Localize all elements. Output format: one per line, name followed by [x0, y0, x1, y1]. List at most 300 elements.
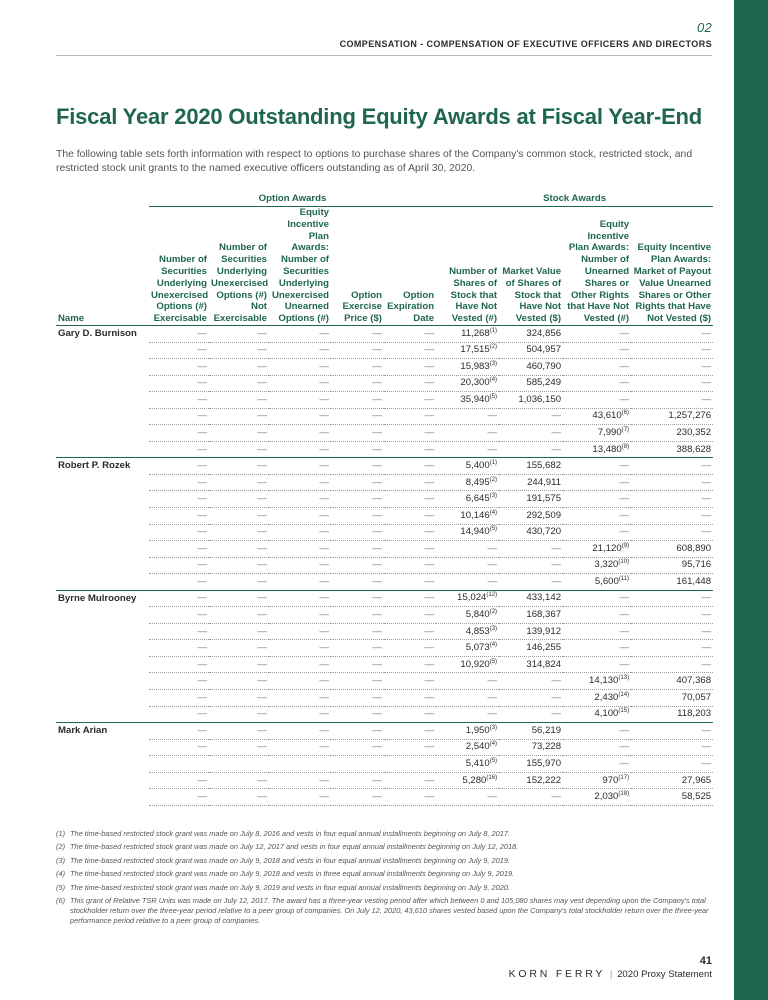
footnote-ref: (4) — [489, 741, 498, 748]
unearned-shares — [563, 557, 631, 574]
market-value-value: — — [551, 575, 562, 587]
unearned-shares-value: 4,100 — [594, 708, 619, 720]
table-row — [56, 739, 713, 756]
market-value — [499, 723, 563, 740]
option-award-cell: — — [384, 491, 436, 508]
unearned-value — [631, 557, 713, 574]
market-value-value: 314,824 — [526, 658, 562, 670]
footnote-ref: (4) — [489, 641, 498, 648]
footer-separator: | — [609, 969, 613, 980]
unearned-value-value: 118,203 — [677, 708, 712, 720]
option-award-cell: — — [384, 408, 436, 425]
unearned-value — [631, 524, 713, 541]
unearned-value-value: — — [701, 724, 712, 736]
option-award-cell: — — [269, 690, 331, 707]
unearned-value-value: — — [701, 327, 712, 339]
market-value — [499, 756, 563, 773]
option-award-cell: — — [331, 325, 384, 342]
option-award-cell: — — [209, 359, 269, 376]
option-award-cell: — — [149, 723, 209, 740]
shares-not-vested-value: 5,410 — [465, 757, 490, 769]
option-award-cell: — — [209, 706, 269, 723]
unearned-shares — [563, 739, 631, 756]
option-award-cell: — — [269, 706, 331, 723]
executive-name — [56, 557, 149, 574]
unearned-value — [631, 342, 713, 359]
option-award-cell: — — [384, 325, 436, 342]
option-award-cell: — — [209, 342, 269, 359]
unearned-value-value: — — [701, 460, 712, 472]
executive-name — [56, 375, 149, 392]
market-value-value: — — [551, 443, 562, 455]
shares-not-vested-value: 10,146 — [460, 509, 490, 521]
market-value-value: — — [551, 542, 562, 554]
footnote-ref: (16) — [486, 774, 498, 781]
page-header — [340, 20, 712, 49]
shares-not-vested — [436, 474, 499, 491]
market-value — [499, 392, 563, 409]
option-award-cell: — — [384, 425, 436, 442]
unearned-shares-value: — — [619, 757, 630, 769]
option-award-cell: — — [149, 640, 209, 657]
footnote-ref: (9) — [621, 542, 630, 549]
unearned-value — [631, 673, 713, 690]
market-value-value: 585,249 — [526, 377, 562, 389]
footnote — [56, 842, 712, 852]
footnote-text: This grant of Relative TSR Units was made on July 12, 2017. The award has a three-year vesting period after which between 0 and 105,080 shares may vest depending upon the Company's total stockholder return over the three-year period relative to a peer group of companies. On July 12, 2020, 43,610 shares vested based upon the Company's total stockholder return over the three-year performance period relative to a peer group of companies. — [70, 895, 709, 926]
executive-name — [56, 441, 149, 458]
option-award-cell: — — [209, 772, 269, 789]
market-value-value: 155,682 — [526, 460, 562, 472]
unearned-shares-value: — — [619, 592, 630, 604]
table-row — [56, 623, 713, 640]
table-body — [56, 325, 713, 805]
option-award-cell — [209, 756, 269, 773]
option-award-cell: — — [209, 541, 269, 558]
executive-name: Robert P. Rozek — [56, 458, 149, 475]
option-award-cell: — — [331, 408, 384, 425]
market-value — [499, 623, 563, 640]
executive-name — [56, 342, 149, 359]
unearned-value-value: 27,965 — [681, 774, 712, 786]
column-header-4: Option Exercise Price ($) — [331, 207, 384, 326]
unearned-shares-value: — — [619, 377, 630, 389]
unearned-shares — [563, 325, 631, 342]
equity-awards-table — [56, 190, 713, 806]
table-row — [56, 375, 713, 392]
market-value-value: 146,255 — [526, 642, 562, 654]
option-award-cell: — — [149, 392, 209, 409]
market-value-value: 504,957 — [526, 344, 562, 356]
option-award-cell: — — [384, 375, 436, 392]
unearned-value-value: 161,448 — [676, 575, 712, 587]
option-award-cell: — — [384, 342, 436, 359]
option-award-cell: — — [209, 524, 269, 541]
market-value — [499, 706, 563, 723]
unearned-value — [631, 590, 713, 607]
market-value — [499, 474, 563, 491]
option-award-cell: — — [269, 557, 331, 574]
executive-name — [56, 690, 149, 707]
option-award-cell: — — [269, 789, 331, 806]
executive-name — [56, 706, 149, 723]
option-award-cell: — — [209, 325, 269, 342]
market-value — [499, 441, 563, 458]
footnote-text: The time-based restricted stock grant was made on July 8, 2016 and vests in four equal annual installments beginning on July 8, 2017. — [70, 829, 510, 838]
table-row — [56, 541, 713, 558]
unearned-shares-value: 3,320 — [594, 559, 619, 571]
table-row — [56, 723, 713, 740]
market-value — [499, 375, 563, 392]
executive-name — [56, 756, 149, 773]
shares-not-vested-value: 10,920 — [460, 658, 490, 670]
unearned-value — [631, 789, 713, 806]
shares-not-vested — [436, 507, 499, 524]
unearned-shares — [563, 541, 631, 558]
unearned-shares-value: — — [619, 625, 630, 637]
shares-not-vested — [436, 359, 499, 376]
footnote-ref: (3) — [489, 625, 498, 632]
unearned-shares-value: 7,990 — [597, 427, 622, 439]
unearned-value-value: — — [701, 609, 712, 621]
shares-not-vested-value: — — [487, 708, 498, 720]
shares-not-vested — [436, 541, 499, 558]
option-award-cell: — — [331, 425, 384, 442]
market-value — [499, 408, 563, 425]
unearned-shares — [563, 706, 631, 723]
option-award-cell: — — [269, 325, 331, 342]
footnote-ref: (14) — [618, 691, 630, 698]
option-award-cell: — — [331, 392, 384, 409]
shares-not-vested-value: 15,983 — [460, 360, 490, 372]
market-value-value: 430,720 — [526, 526, 562, 538]
market-value — [499, 541, 563, 558]
option-award-cell: — — [384, 507, 436, 524]
option-award-cell: — — [269, 524, 331, 541]
unearned-value — [631, 574, 713, 591]
unearned-shares-value: — — [619, 509, 630, 521]
unearned-shares — [563, 375, 631, 392]
option-award-cell: — — [384, 623, 436, 640]
option-award-cell — [149, 756, 209, 773]
option-award-cell: — — [384, 574, 436, 591]
footnote-ref: (7) — [621, 426, 630, 433]
unearned-value — [631, 392, 713, 409]
option-award-cell: — — [384, 458, 436, 475]
market-value — [499, 574, 563, 591]
table-row — [56, 706, 713, 723]
market-value-value: 292,509 — [526, 509, 562, 521]
option-award-cell: — — [149, 690, 209, 707]
footnote-ref: (3) — [489, 493, 498, 500]
option-award-cell: — — [209, 408, 269, 425]
executive-name — [56, 772, 149, 789]
option-award-cell: — — [149, 557, 209, 574]
option-award-cell: — — [149, 474, 209, 491]
unearned-value — [631, 425, 713, 442]
shares-not-vested-value: — — [487, 410, 498, 422]
unearned-value-value: — — [701, 393, 712, 405]
footnote-ref: (1) — [489, 459, 498, 466]
unearned-value-value: — — [701, 757, 712, 769]
market-value — [499, 789, 563, 806]
executive-name — [56, 656, 149, 673]
table-row — [56, 359, 713, 376]
stock-awards-header: Stock Awards — [436, 190, 713, 207]
option-award-cell: — — [149, 325, 209, 342]
executive-name: Byrne Mulrooney — [56, 590, 149, 607]
option-award-cell: — — [209, 723, 269, 740]
option-award-cell: — — [331, 706, 384, 723]
unearned-shares-value: — — [619, 526, 630, 538]
option-award-cell: — — [331, 574, 384, 591]
unearned-shares-value: — — [619, 393, 630, 405]
market-value-value: — — [551, 675, 562, 687]
shares-not-vested — [436, 325, 499, 342]
option-award-cell: — — [209, 739, 269, 756]
unearned-value-value: 70,057 — [681, 691, 712, 703]
unearned-value — [631, 359, 713, 376]
shares-not-vested-value: — — [487, 691, 498, 703]
market-value-value: 168,367 — [526, 609, 562, 621]
unearned-value-value: — — [701, 642, 712, 654]
shares-not-vested — [436, 557, 499, 574]
footnote-text: The time-based restricted stock grant was made on July 9, 2019 and vests in four equal annual installments beginning on July 9, 2020. — [70, 882, 510, 892]
option-award-cell: — — [331, 557, 384, 574]
shares-not-vested — [436, 739, 499, 756]
option-award-cell: — — [149, 375, 209, 392]
unearned-value-value: — — [701, 476, 712, 488]
shares-not-vested — [436, 375, 499, 392]
option-award-cell: — — [331, 342, 384, 359]
option-award-cell: — — [269, 640, 331, 657]
footnote-text: The time-based restricted stock grant was made on July 12, 2017 and vests in four equal annual installments beginning on July 12, 2018. — [70, 842, 519, 852]
option-award-cell: — — [209, 507, 269, 524]
footnote-ref: (4) — [489, 377, 498, 384]
unearned-value-value: 407,368 — [676, 675, 712, 687]
shares-not-vested-value: 20,300 — [460, 377, 490, 389]
footnote-number: (2) — [56, 842, 66, 852]
executive-name: Mark Arian — [56, 723, 149, 740]
unearned-value — [631, 507, 713, 524]
option-award-cell: — — [209, 690, 269, 707]
footnotes-list — [56, 829, 712, 930]
footnote-ref: (4) — [489, 509, 498, 516]
option-award-cell: — — [209, 425, 269, 442]
option-award-cell: — — [209, 474, 269, 491]
shares-not-vested-value: 11,268 — [461, 327, 490, 339]
option-award-cell: — — [384, 607, 436, 624]
table-row — [56, 756, 713, 773]
footnote-number: (5) — [56, 882, 66, 892]
footnote-ref: (5) — [489, 757, 498, 764]
table-row — [56, 656, 713, 673]
executive-name — [56, 607, 149, 624]
option-award-cell: — — [384, 541, 436, 558]
executive-name — [56, 408, 149, 425]
table-row — [56, 491, 713, 508]
option-award-cell: — — [269, 541, 331, 558]
option-award-cell: — — [209, 789, 269, 806]
option-award-cell: — — [384, 359, 436, 376]
unearned-shares — [563, 690, 631, 707]
market-value — [499, 359, 563, 376]
option-award-cell: — — [384, 723, 436, 740]
table-row — [56, 425, 713, 442]
section-number: 02 — [696, 20, 712, 35]
option-award-cell: — — [269, 673, 331, 690]
market-value — [499, 690, 563, 707]
footnote-number: (6) — [56, 895, 66, 905]
shares-not-vested — [436, 408, 499, 425]
option-award-cell: — — [331, 690, 384, 707]
option-award-cell: — — [331, 739, 384, 756]
option-award-cell: — — [331, 474, 384, 491]
option-award-cell: — — [149, 623, 209, 640]
unearned-value — [631, 623, 713, 640]
option-award-cell: — — [209, 574, 269, 591]
option-award-cell: — — [149, 673, 209, 690]
option-award-cell: — — [269, 375, 331, 392]
unearned-value-value: — — [701, 526, 712, 538]
brand-logo-text: KORN FERRY — [508, 968, 606, 980]
footnote-ref: (18) — [618, 790, 630, 797]
unearned-value — [631, 656, 713, 673]
column-header-1: Number of Securities Underlying Unexercised Options (#) Exercisable — [149, 207, 209, 326]
option-award-cell: — — [269, 458, 331, 475]
market-value-value: — — [551, 708, 562, 720]
footnote-ref: (3) — [489, 724, 498, 731]
unearned-value-value: — — [701, 592, 712, 604]
footnote-ref: (3) — [489, 360, 498, 367]
unearned-value — [631, 690, 713, 707]
unearned-shares — [563, 656, 631, 673]
shares-not-vested — [436, 392, 499, 409]
table-row — [56, 607, 713, 624]
option-award-cell: — — [149, 789, 209, 806]
table-row — [56, 458, 713, 475]
executive-name: Gary D. Burnison — [56, 325, 149, 342]
footnote-number: (3) — [56, 855, 66, 865]
shares-not-vested — [436, 623, 499, 640]
option-award-cell: — — [149, 772, 209, 789]
option-award-cell: — — [209, 557, 269, 574]
option-award-cell: — — [149, 507, 209, 524]
option-award-cell: — — [269, 392, 331, 409]
unearned-shares — [563, 458, 631, 475]
option-award-cell: — — [384, 673, 436, 690]
option-award-cell: — — [384, 772, 436, 789]
unearned-shares-value: 970 — [602, 774, 619, 786]
shares-not-vested-value: 1,950 — [465, 724, 490, 736]
shares-not-vested — [436, 640, 499, 657]
option-award-cell: — — [149, 441, 209, 458]
unearned-shares-value: — — [619, 476, 630, 488]
option-award-cell: — — [331, 524, 384, 541]
unearned-shares — [563, 524, 631, 541]
shares-not-vested-value: 5,280 — [462, 774, 487, 786]
footnote-ref: (2) — [489, 476, 498, 483]
group-header-row — [56, 190, 713, 207]
option-award-cell: — — [331, 623, 384, 640]
option-award-cell: — — [331, 375, 384, 392]
option-award-cell: — — [149, 656, 209, 673]
option-award-cell: — — [269, 507, 331, 524]
executive-name — [56, 640, 149, 657]
market-value — [499, 491, 563, 508]
unearned-value — [631, 541, 713, 558]
option-award-cell: — — [209, 590, 269, 607]
column-header-5: Option Expiration Date — [384, 207, 436, 326]
unearned-value — [631, 441, 713, 458]
unearned-value-value: — — [701, 509, 712, 521]
unearned-shares — [563, 441, 631, 458]
column-header-9: Equity Incentive Plan Awards: Market of Payout Value Unearned Shares or Other Rights that Have Not Vested ($) — [631, 207, 713, 326]
option-award-cell: — — [269, 491, 331, 508]
executive-name — [56, 673, 149, 690]
shares-not-vested — [436, 772, 499, 789]
executive-name — [56, 574, 149, 591]
option-award-cell: — — [269, 739, 331, 756]
shares-not-vested-value: 6,645 — [465, 493, 490, 505]
table-row — [56, 640, 713, 657]
table-row — [56, 673, 713, 690]
unearned-value-value: 388,628 — [676, 443, 712, 455]
unearned-shares-value: — — [619, 360, 630, 372]
page-footer — [509, 968, 712, 980]
unearned-shares — [563, 425, 631, 442]
table-row — [56, 690, 713, 707]
market-value-value: 56,219 — [531, 724, 562, 736]
table-row — [56, 408, 713, 425]
footnote-ref: (8) — [621, 443, 630, 450]
footnote-ref: (5) — [489, 526, 498, 533]
shares-not-vested — [436, 607, 499, 624]
option-award-cell: — — [269, 656, 331, 673]
unearned-shares-value: — — [619, 493, 630, 505]
unearned-value-value: — — [701, 658, 712, 670]
unearned-shares-value: 14,130 — [589, 675, 619, 687]
footnote-ref: (2) — [489, 344, 498, 351]
unearned-value — [631, 491, 713, 508]
table-row — [56, 590, 713, 607]
option-awards-header: Option Awards — [149, 190, 436, 207]
footnote-ref: (1) — [489, 327, 498, 334]
option-award-cell: — — [269, 359, 331, 376]
unearned-shares — [563, 342, 631, 359]
shares-not-vested-value: — — [487, 559, 498, 571]
unearned-value — [631, 706, 713, 723]
unearned-shares — [563, 673, 631, 690]
option-award-cell: — — [331, 590, 384, 607]
table-row — [56, 325, 713, 342]
market-value-value: 433,142 — [526, 592, 562, 604]
option-award-cell: — — [149, 425, 209, 442]
option-award-cell: — — [149, 491, 209, 508]
unearned-shares — [563, 723, 631, 740]
unearned-shares — [563, 574, 631, 591]
option-award-cell: — — [331, 491, 384, 508]
option-award-cell: — — [209, 458, 269, 475]
market-value — [499, 673, 563, 690]
market-value-value: 73,228 — [531, 741, 562, 753]
market-value-value: — — [551, 559, 562, 571]
unearned-value-value: 1,257,276 — [668, 410, 712, 422]
option-award-cell: — — [269, 723, 331, 740]
table-row — [56, 574, 713, 591]
column-header-3: Equity Incentive Plan Awards: Number of Securities Underlying Unexercised Unearned Options (#) — [269, 207, 331, 326]
option-award-cell: — — [149, 524, 209, 541]
